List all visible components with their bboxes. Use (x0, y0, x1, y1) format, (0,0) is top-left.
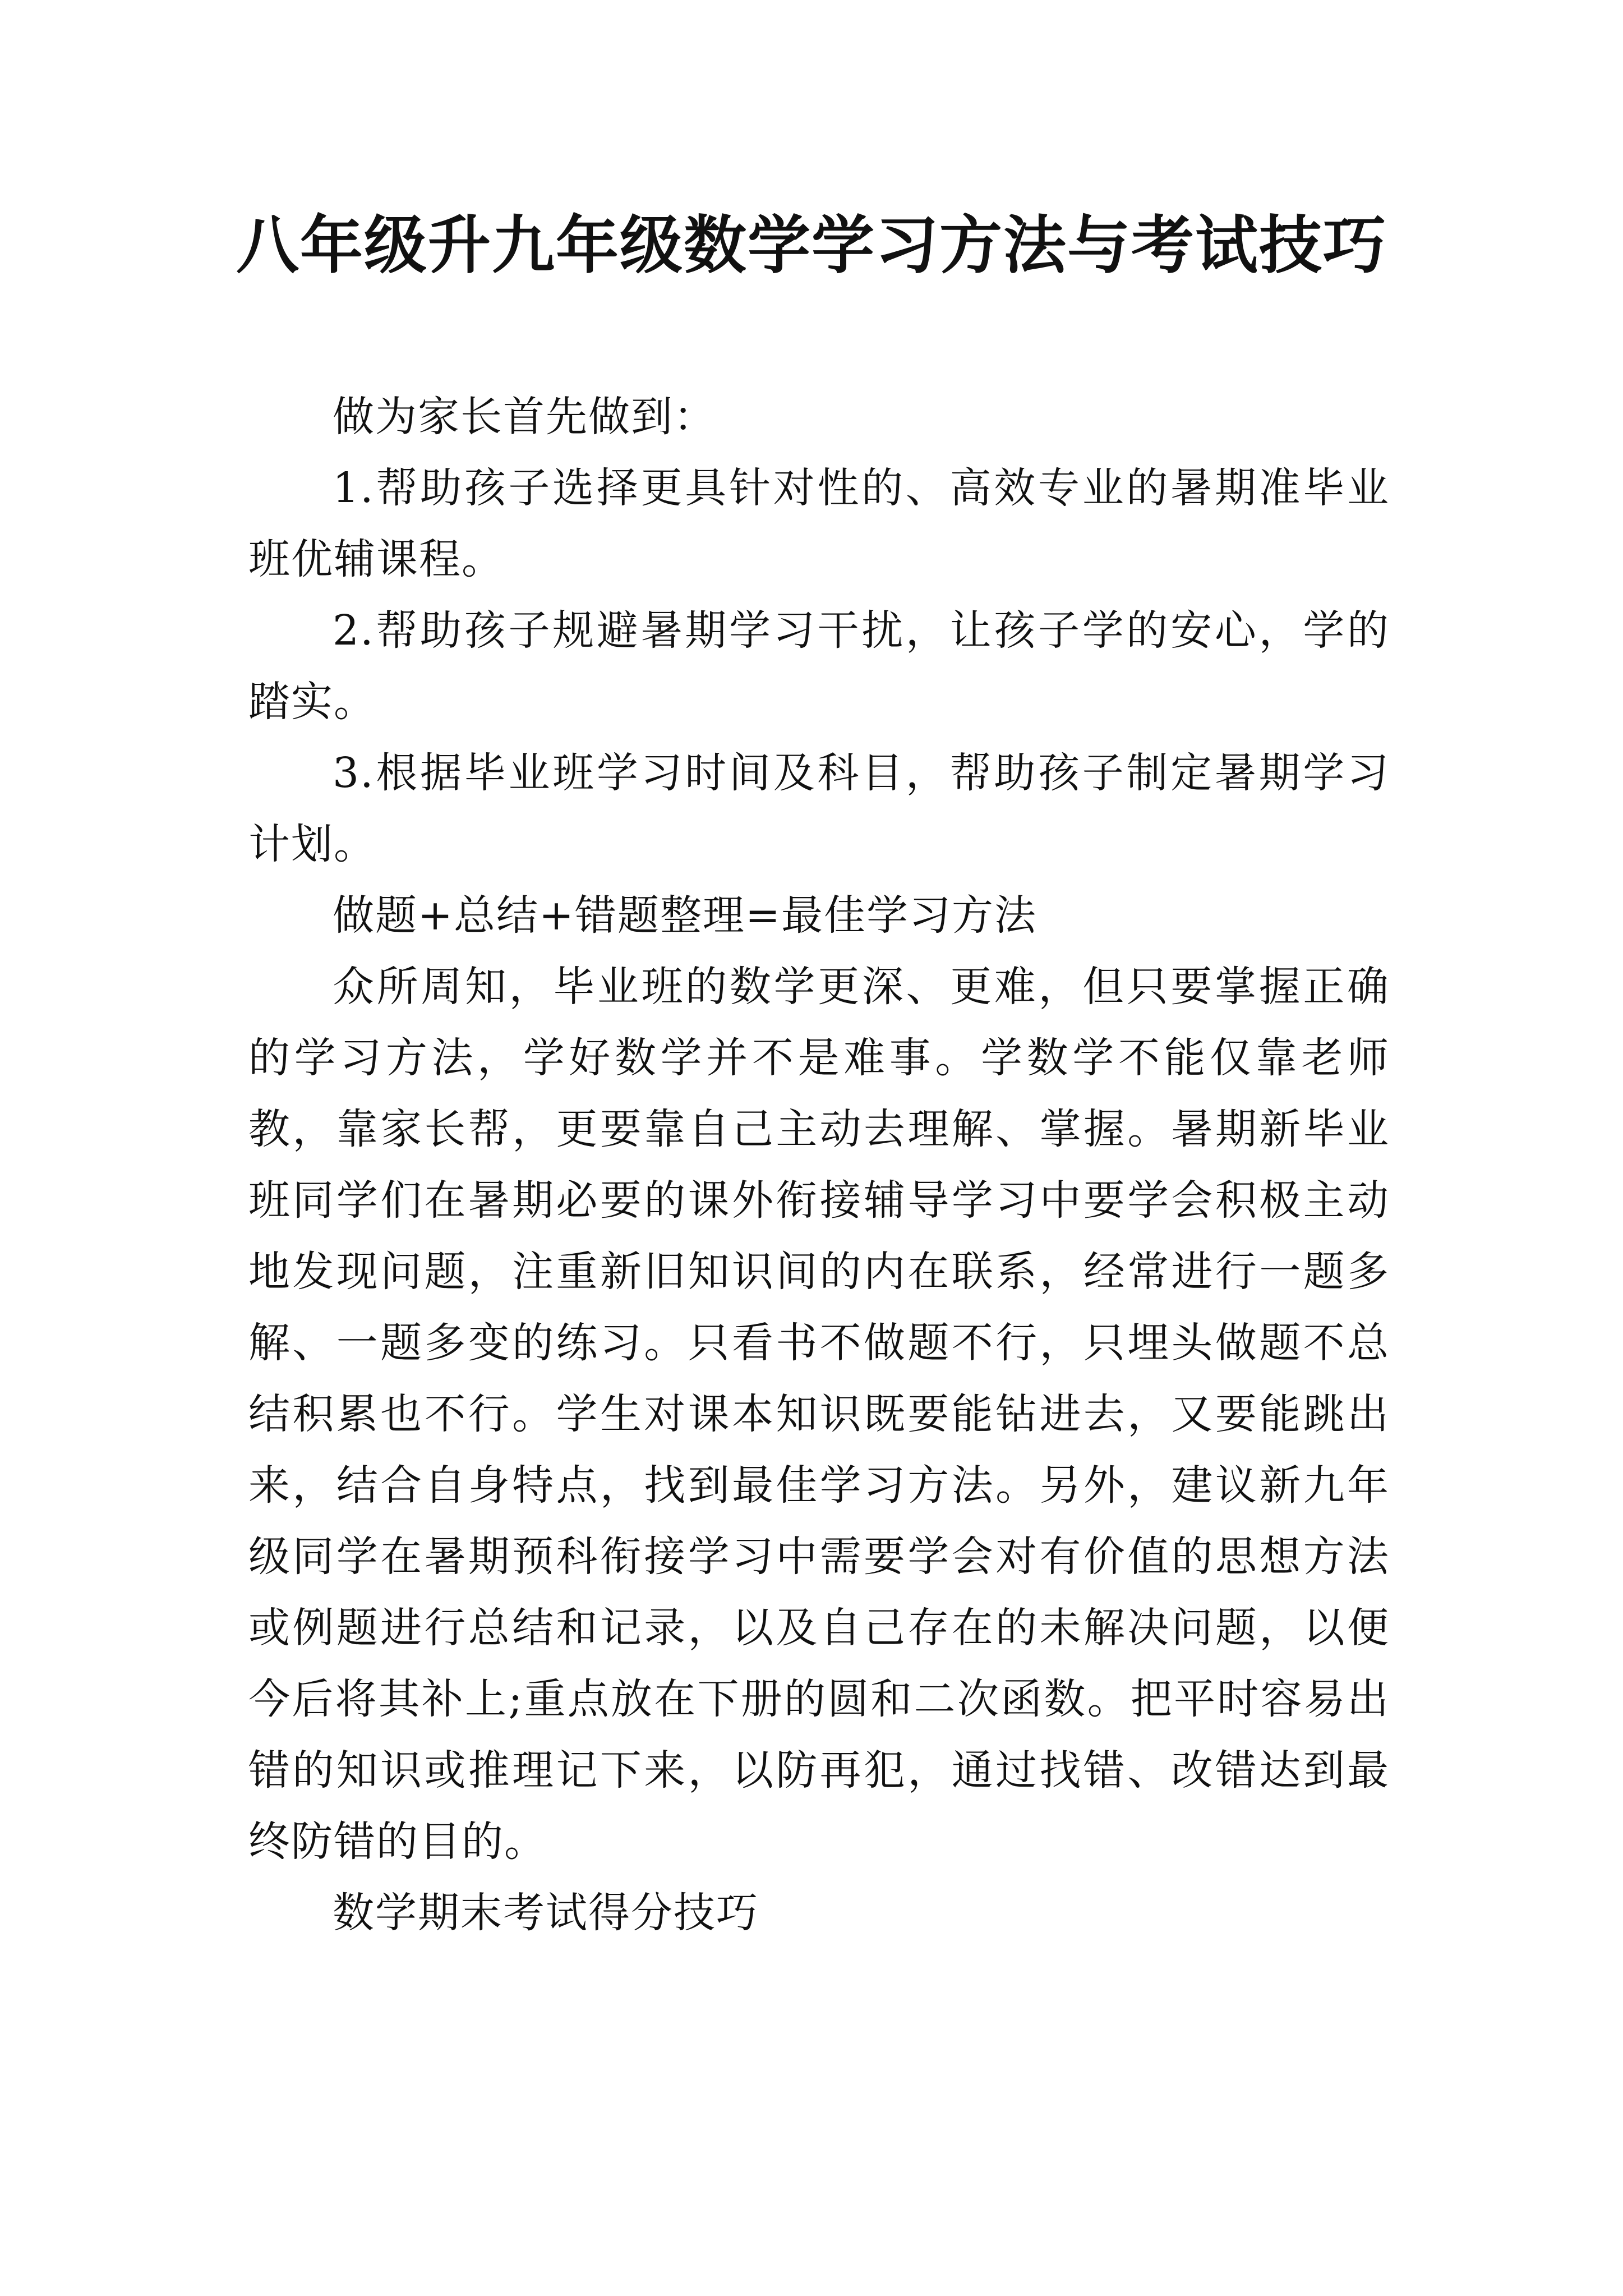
paragraph-method-heading: 做题+总结+错题整理=最佳学习方法 (333, 891, 1038, 940)
paragraph-item-3: 3.根据毕业班学习时间及科目，帮助孩子制定暑期学习计划。 (248, 749, 1390, 868)
paragraph-parent-intro: 做为家长首先做到： (333, 393, 716, 441)
paragraph-item-2: 2.帮助孩子规避暑期学习干扰，让孩子学的安心，学的踏实。 (248, 606, 1390, 726)
paragraph-item-1: 1.帮助孩子选择更具针对性的、高效专业的暑期准毕业班优辅课程。 (248, 464, 1390, 583)
paragraph-method-body: 众所周知，毕业班的数学更深、更难，但只要掌握正确的学习方法，学好数学并不是难事。学数学不能仅靠老师教，靠家长帮，更要靠自己主动去理解、掌握。暑期新毕业班同学们在暑期必要的课外衔接辅导学习中要学会积极主动地发现问题，注重新旧知识间的内在联系，经常进行一题多解、一题多变的练习。只看书不做题不行，只埋头做题不总结积累也不行。学生对课本知识既要能钻进去，又要能跳出来，结合自身特点，找到最佳学习方法。另外，建议新九年级同学在暑期预科衔接学习中需要学会对有价值的思想方法或例题进行总结和记录，以及自己存在的未解决问题，以便今后将其补上;重点放在下册的圆和二次函数。把平时容易出错的知识或推理记下来，以防再犯，通过找错、改错达到最终防错的目的。 (248, 963, 1390, 1866)
document-title: 八年级升九年级数学学习方法与考试技巧 (236, 209, 1387, 282)
document-body (248, 381, 1390, 1949)
paragraph-exam-heading: 数学期末考试得分技巧 (333, 1889, 759, 1937)
